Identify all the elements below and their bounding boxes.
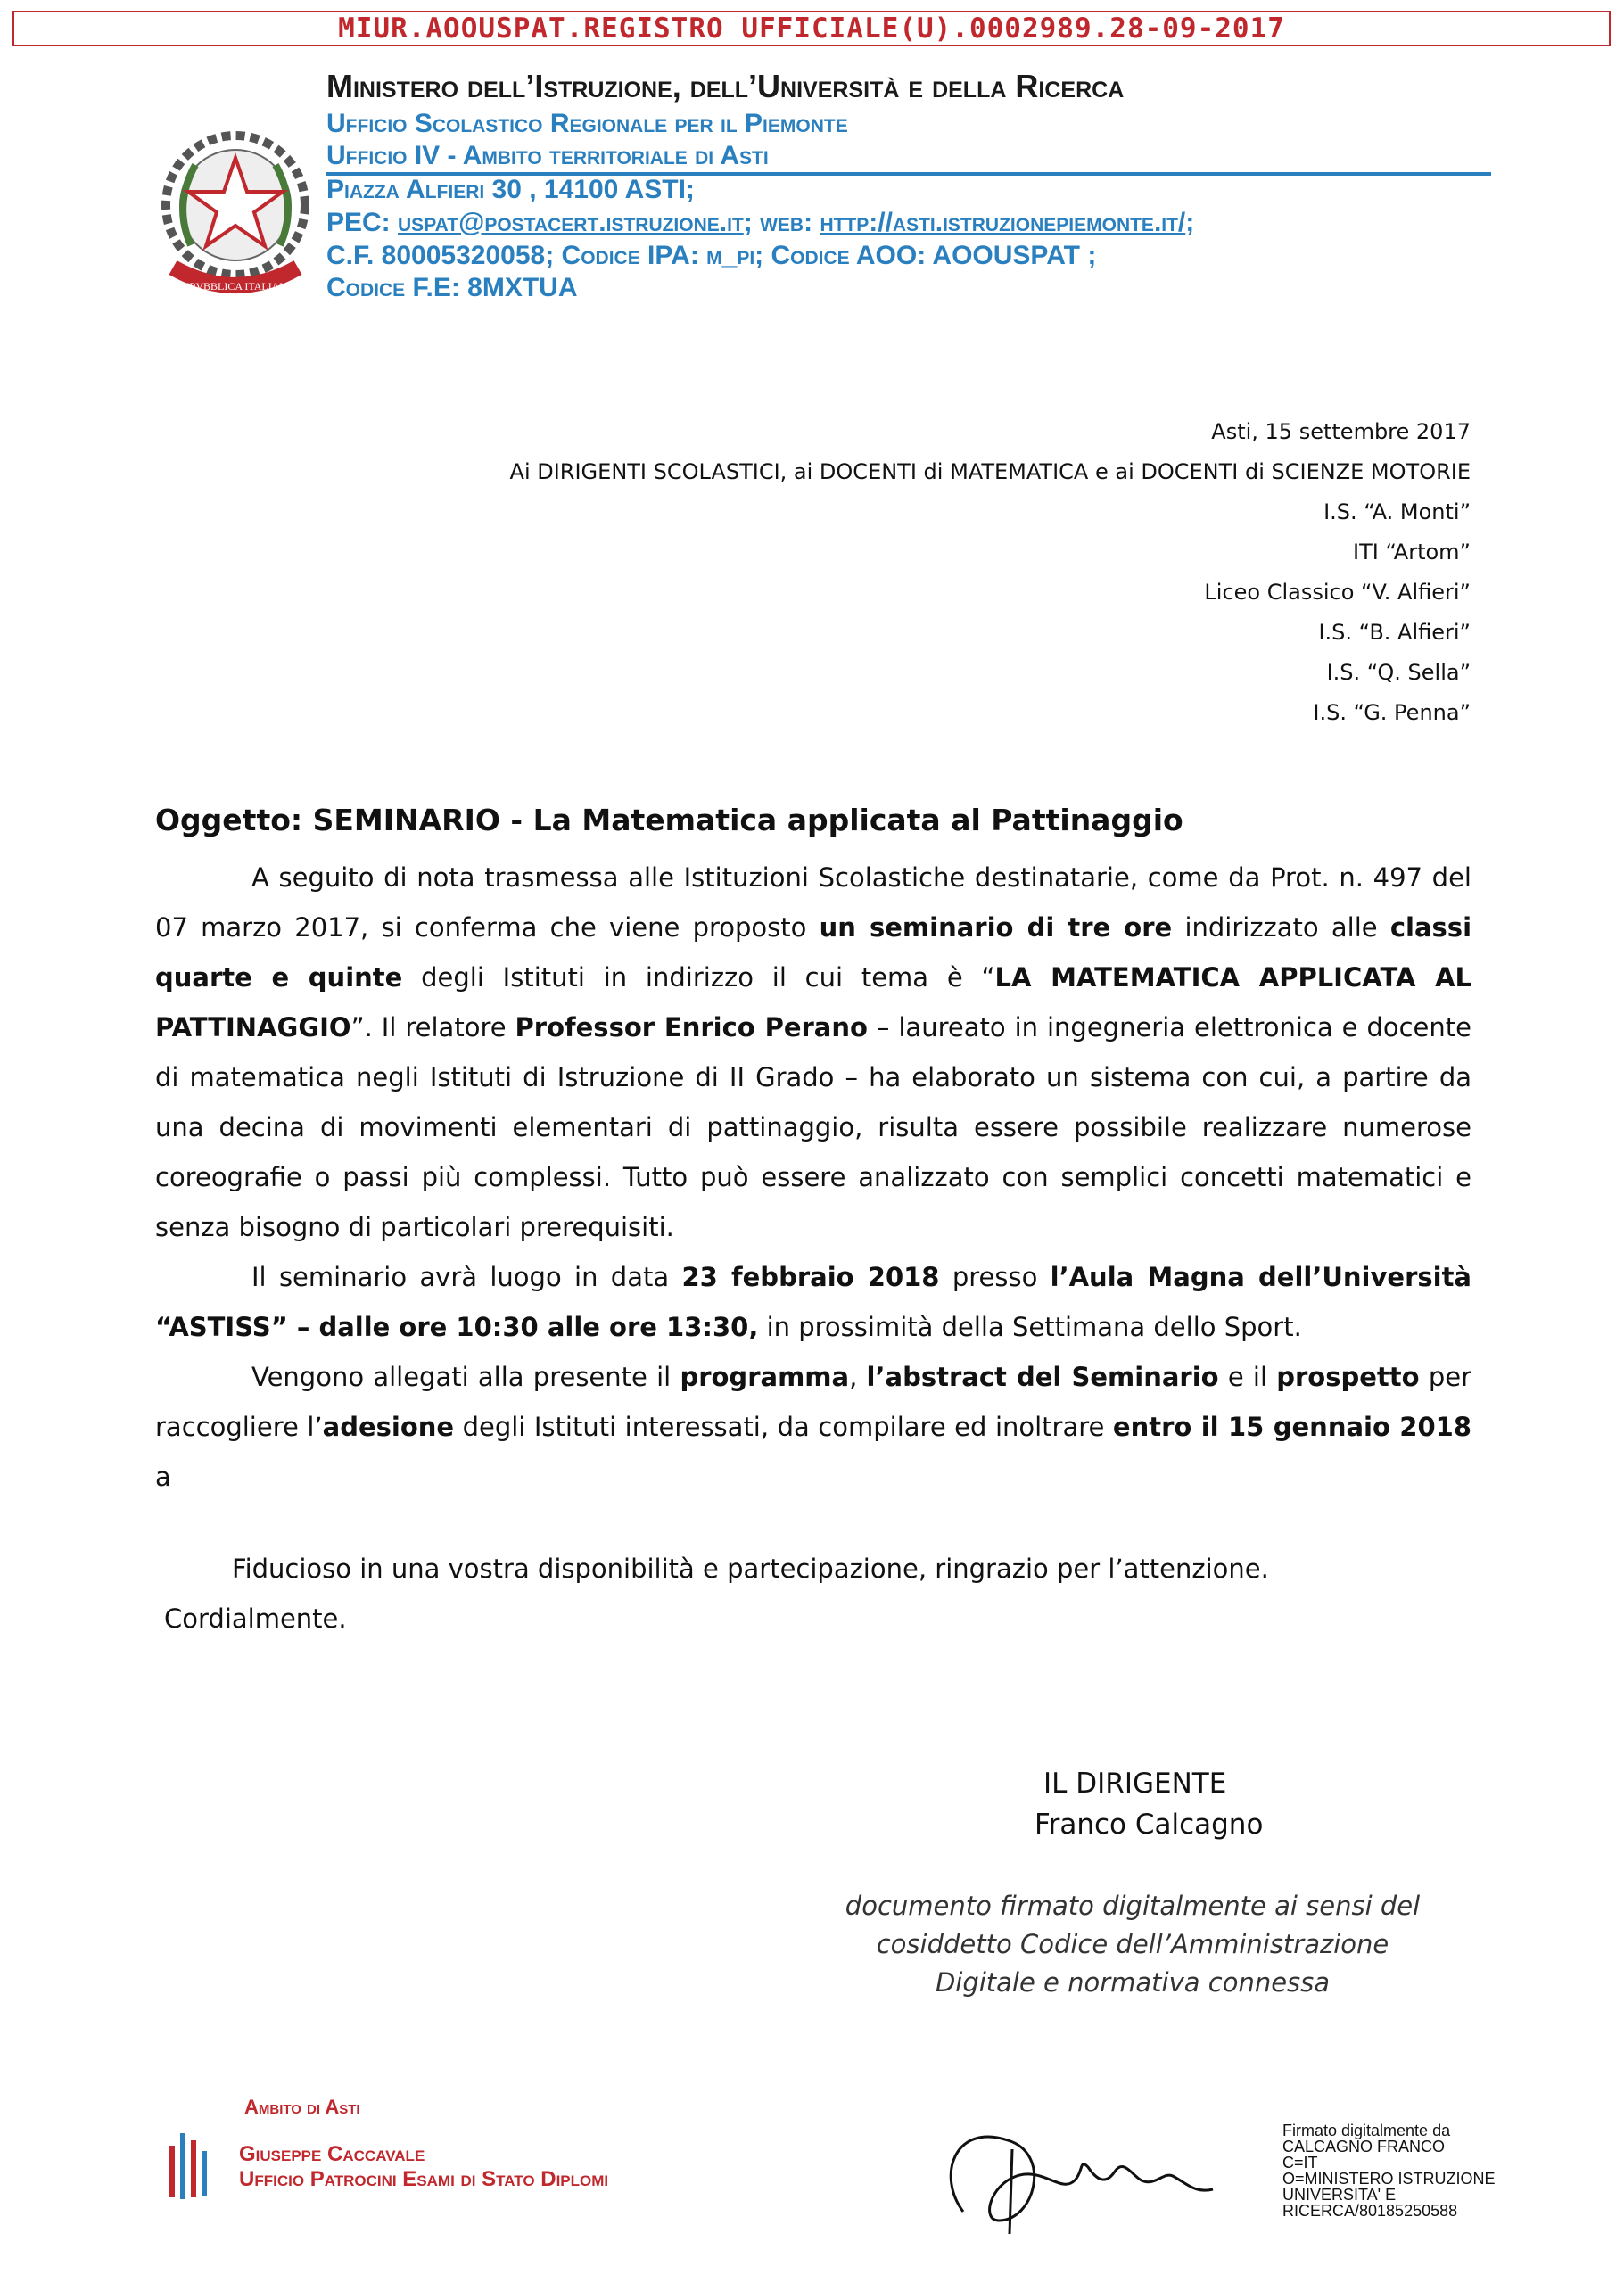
date-line: Asti, 15 settembre 2017	[1211, 419, 1471, 444]
recipients-intro: Ai DIRIGENTI SCOLASTICI, ai DOCENTI di MATEMATICA e ai DOCENTI di SCIENZE MOTORIE	[509, 459, 1471, 484]
web-label: ; web:	[743, 208, 820, 237]
paragraph-intro: A seguito di nota trasmessa alle Istituzioni Scolastiche destinatarie, come da Prot. n. 497 del 07 marzo 2017, si conferma che viene proposto un seminario di tre ore indirizzato alle classi quarte e quinte degli Istituti in indirizzo il cui tema è “LA MATEMATICA APPLICATA AL PATTINAGGIO”. Il relatore Professor Enrico Perano – laureato in ingegneria elettronica e docente di matematica negli Istituti di Istruzione di II Grado – ha elaborato un sistema con cui, a partire da una decina di movimenti elementari di pattinaggio, risulta essere possibile realizzare numerose coreografie o passi più complessi. Tutto può essere analizzato con semplici concetti matematici e senza bisogno di particolari prerequisiti.	[155, 862, 1472, 1242]
pec-email-link[interactable]: uspat@postacert.istruzione.it	[398, 208, 744, 237]
emblem-ribbon-text: REPVBBLICA ITALIANA	[176, 280, 295, 293]
header-address: Piazza Alfieri 30 , 14100 ASTI;	[326, 175, 695, 204]
header-contacts	[326, 208, 1194, 238]
signature-title: IL DIRIGENTE	[1043, 1768, 1227, 1800]
signature-note: documento firmato digitalmente ai sensi del cosiddetto Codice dell’Amministrazione Digitale e normativa connessa	[845, 1891, 1421, 1998]
header-office-iv: Ufficio IV - Ambito territoriale di Asti	[326, 141, 769, 170]
handwritten-signature	[927, 2087, 1231, 2247]
digital-signature-info: Firmato digitalmente da CALCAGNO FRANCO C=IT O=MINISTERO ISTRUZIONE UNIVERSITA' E RICERCA/80185250588	[1282, 2122, 1496, 2220]
pec-label: PEC:	[326, 208, 399, 237]
recipient-school: I.S. “A. Monti”	[1323, 499, 1471, 524]
paragraph-date: Il seminario avrà luogo in data 23 febbraio 2018 presso l’Aula Magna dell’Università “ASTISS” – dalle ore 10:30 alle ore 13:30, in prossimità della Settimana dello Sport.	[155, 1262, 1471, 1342]
header-office-regional: Ufficio Scolastico Regionale per il Piemonte	[326, 109, 848, 138]
recipient-school: I.S. “B. Alfieri”	[1318, 620, 1471, 645]
header-codes: C.F. 80005320058; Codice IPA: m_pi; Codice AOO: AOOUSPAT ;	[326, 241, 1097, 270]
recipient-school: ITI “Artom”	[1353, 540, 1471, 565]
web-link[interactable]: http://asti.istruzionepiemonte.it/	[820, 208, 1186, 237]
footer-office: Ufficio Patrocini Esami di Stato Diplomi	[239, 2167, 609, 2191]
footer-ambito: Ambito di Asti	[244, 2096, 360, 2118]
web-end: ;	[1185, 208, 1195, 237]
closing-thanks: Fiducioso in una vostra disponibilità e partecipazione, ringrazio per l’attenzione.	[232, 1554, 1269, 1584]
footer-logo-bars	[166, 2130, 219, 2203]
footer-person: Giuseppe Caccavale	[239, 2142, 425, 2166]
paragraph-attachments: Vengono allegati alla presente il programma, l’abstract del Seminario e il prospetto per raccogliere l’adesione degli Istituti interessati, da compilare ed inoltrare entro il 15 gennaio 2018 a	[155, 1362, 1472, 1492]
header-ministry: Ministero dell’Istruzione, dell’Università e della Ricerca	[326, 68, 1125, 104]
subject-line: Oggetto: SEMINARIO - La Matematica applicata al Pattinaggio	[155, 803, 1183, 837]
protocol-stamp: MIUR.AOOUSPAT.REGISTRO UFFICIALE(U).0002989.28-09-2017	[12, 11, 1611, 46]
closing-regards: Cordialmente.	[164, 1603, 347, 1634]
recipient-school: Liceo Classico “V. Alfieri”	[1204, 580, 1471, 605]
recipient-school: I.S. “G. Penna”	[1313, 700, 1471, 725]
signature-name: Franco Calcagno	[1035, 1809, 1264, 1841]
letter-body	[155, 853, 1471, 1502]
italian-republic-emblem	[155, 120, 316, 303]
header-code-fe: Codice F.E: 8MXTUA	[326, 273, 578, 302]
recipient-school: I.S. “Q. Sella”	[1326, 660, 1471, 685]
